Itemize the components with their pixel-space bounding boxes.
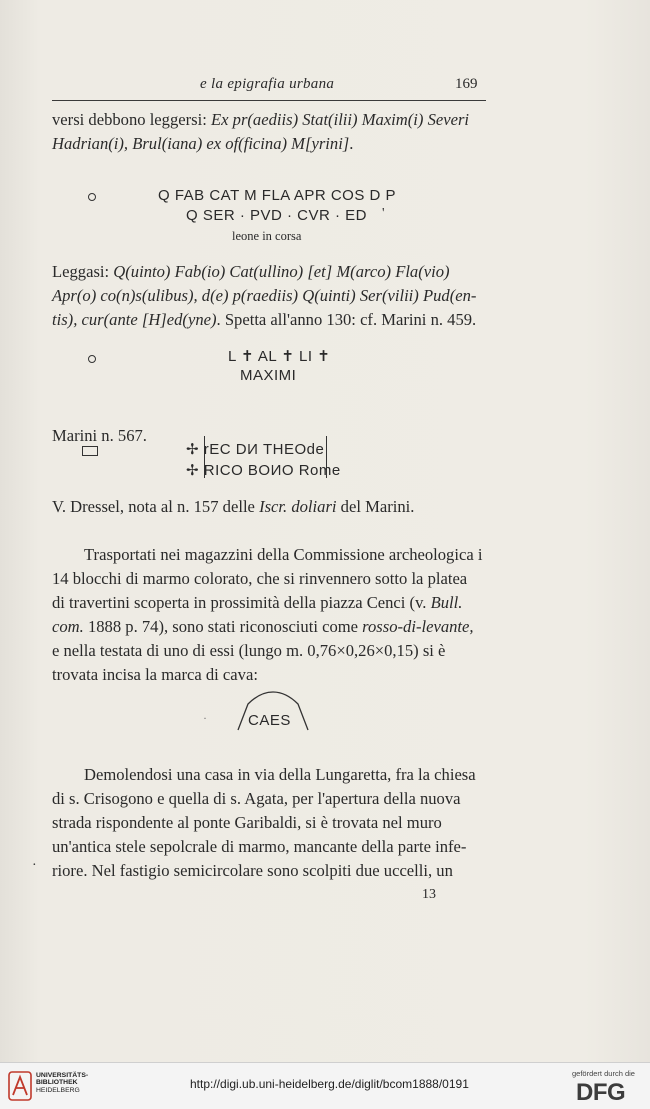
text-span: . Spetta all'anno 130: cf. Marini n. 459. xyxy=(216,310,477,329)
round-stamp-icon xyxy=(88,355,96,363)
permalink-url[interactable]: http://digi.ub.uni-heidelberg.de/diglit/bcom1888/0191 xyxy=(190,1077,469,1091)
page-number: 169 xyxy=(455,76,478,92)
library-name xyxy=(36,1072,88,1094)
reading-1-line-3 xyxy=(52,312,476,329)
margin-dot: · xyxy=(32,858,37,873)
text-span: V. Dressel, nota al n. 157 delle xyxy=(52,497,260,516)
stamp-2-line-2: MAXIMI xyxy=(240,367,297,384)
text-span: 1888 p. 74), sono stati riconosciuti come xyxy=(83,617,363,636)
stamp-1-line-1: Q FAB CAT M FLA APR COS D P xyxy=(158,187,397,204)
italic-span: rosso-di-levante, xyxy=(362,617,474,636)
paragraph-2-line-2: 14 blocchi di marmo colorato, che si rinvennero sotto la platea xyxy=(52,569,468,588)
paragraph-3-line-3: strada rispondente al ponte Garibaldi, si è trovata nel muro xyxy=(52,813,442,832)
italic-span: Ex pr(aediis) Stat(ilii) Maxim(i) Severi xyxy=(211,110,470,129)
university-seal-icon xyxy=(8,1071,32,1101)
header-rule xyxy=(52,100,486,101)
stamp-3-line-1: ✢ rEC DИ THEOde xyxy=(186,441,325,458)
paragraph-1-line-2 xyxy=(52,136,353,153)
rectangular-stamp-icon xyxy=(82,446,98,456)
library-name-line: UNIVERSITÄTS- xyxy=(36,1072,89,1079)
running-header-title: e la epigrafia urbana xyxy=(200,76,335,92)
library-name-line: HEIDELBERG xyxy=(36,1086,80,1094)
paragraph-2-line-6: trovata incisa la marca di cava: xyxy=(52,665,258,684)
stamp-3-line-2: ✢ RICO BOИO Rome xyxy=(186,462,341,479)
dressel-note xyxy=(52,499,414,516)
text-span: . xyxy=(349,134,354,153)
text-span: versi debbono leggersi: xyxy=(52,110,211,129)
reading-1-line-1 xyxy=(52,264,450,281)
italic-span: Bull. xyxy=(430,593,463,612)
paragraph-2-line-1: Trasportati nei magazzini della Commissione archeologica i xyxy=(84,545,483,564)
paragraph-3-line-4: un'antica stele sepolcrale di marmo, mancante della parte infe- xyxy=(52,837,467,856)
paragraph-3-line-1: Demolendosi una casa in via della Lungaretta, fra la chiesa xyxy=(84,765,476,784)
stamp-1-caption: leone in corsa xyxy=(232,229,302,243)
dfg-logo: DFG xyxy=(576,1079,626,1106)
signature-mark: 13 xyxy=(422,887,436,902)
marini-reference: Marini n. 567. xyxy=(52,426,147,445)
stamp-2-line-1: L ✝ AL ✝ LI ✝ xyxy=(228,348,331,365)
paragraph-1-line-1 xyxy=(52,112,469,129)
stamp-4-text: CAES xyxy=(248,712,291,729)
italic-span: [yrini] xyxy=(305,134,350,153)
funded-by-label: gefördert durch die xyxy=(572,1069,635,1078)
paragraph-3-line-5: riore. Nel fastigio semicircolare sono scolpiti due uccelli, un xyxy=(52,861,453,880)
text-span: Leggasi: xyxy=(52,262,114,281)
italic-span: tis), cur(ante [H]ed(yne) xyxy=(52,310,217,329)
speck: · xyxy=(203,711,207,725)
italic-span: Q(uinto) Fab(io) Cat(ullino) [et] M(arco) Fla(vio) xyxy=(113,262,450,281)
italic-span: com. xyxy=(52,617,84,636)
library-name-line: BIBLIOTHEK xyxy=(36,1079,78,1087)
digitization-footer xyxy=(0,1062,650,1109)
round-stamp-icon xyxy=(88,193,96,201)
paragraph-2-line-4 xyxy=(52,619,474,636)
paragraph-2-line-3 xyxy=(52,595,462,612)
italic-span: Hadrian(i), Brul(iana) ex of(ficina) M xyxy=(52,134,305,153)
reading-1-line-2 xyxy=(52,288,476,305)
seal-emblem xyxy=(13,1077,27,1095)
stamp-1-line-2: Q SER · PVD · CVR · ED xyxy=(186,207,368,224)
text-span: di travertini scoperta in prossimità della piazza Cenci (v. xyxy=(52,593,431,612)
paragraph-2-line-5: e nella testata di uno di essi (lungo m. 0,76×0,26×0,15) si è xyxy=(52,641,446,660)
tick-mark: ' xyxy=(382,206,385,221)
italic-span: Iscr. doliari xyxy=(259,497,337,516)
paragraph-3-line-2: di s. Crisogono e quella di s. Agata, per l'apertura della nuova xyxy=(52,789,461,808)
italic-span: Apr(o) co(n)s(ulibus), d(e) p(raediis) Q(uinti) Ser(vilii) Pud(en- xyxy=(52,286,477,305)
text-span: del Marini. xyxy=(336,497,415,516)
